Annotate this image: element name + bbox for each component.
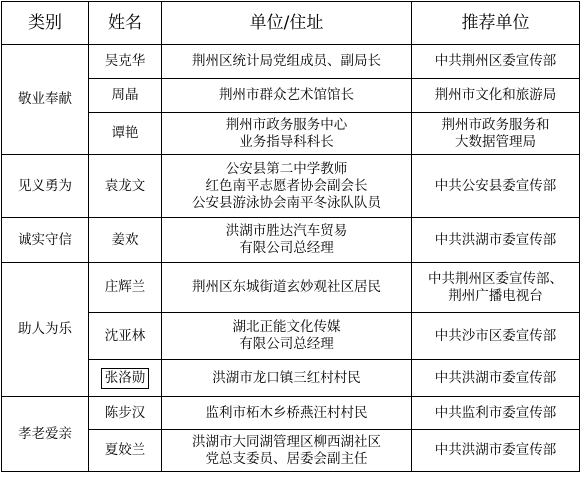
unit-cell: 洪湖市大同湖管理区柳西湖社区 党总支委员、居委会副主任 [162, 430, 412, 472]
table-row [2, 263, 580, 313]
name-cell: 吴克华 [89, 45, 162, 79]
category-cell: 见义勇为 [2, 155, 89, 218]
category-cell: 敬业奉献 [2, 45, 89, 155]
name-cell: 姜欢 [89, 218, 162, 263]
recommender-cell: 荆州市政务服务和 大数据管理局 [412, 113, 580, 155]
name-cell: 周晶 [89, 79, 162, 113]
honoree-table [1, 1, 580, 472]
name-boxed: 张洛勋 [101, 368, 150, 389]
table-row [2, 218, 580, 263]
name-cell: 袁龙文 [89, 155, 162, 218]
unit-cell: 监利市柘木乡桥燕汪村村民 [162, 397, 412, 430]
recommender-cell: 中共荆州区委宣传部 [412, 45, 580, 79]
table-row [2, 113, 580, 155]
table-row [2, 45, 580, 79]
name-cell: 庄辉兰 [89, 263, 162, 313]
category-cell: 助人为乐 [2, 263, 89, 397]
unit-cell: 湖北正能文化传媒 有限公司总经理 [162, 313, 412, 360]
category-cell: 诚实守信 [2, 218, 89, 263]
unit-cell: 公安县第二中学教师 红色南平志愿者协会副会长 公安县游泳协会南平冬泳队队员 [162, 155, 412, 218]
table-row [2, 155, 580, 218]
recommender-cell: 荆州市文化和旅游局 [412, 79, 580, 113]
recommender-cell: 中共沙市区委宣传部 [412, 313, 580, 360]
header-recommender: 推荐单位 [412, 2, 580, 45]
unit-cell: 荆州市群众艺术馆馆长 [162, 79, 412, 113]
table-row [2, 397, 580, 430]
table-row [2, 313, 580, 360]
recommender-cell: 中共洪湖市委宣传部 [412, 360, 580, 397]
category-cell: 孝老爱亲 [2, 397, 89, 472]
name-cell: 谭艳 [89, 113, 162, 155]
table-row [2, 360, 580, 397]
unit-cell: 洪湖市胜达汽车贸易 有限公司总经理 [162, 218, 412, 263]
header-row [2, 2, 580, 45]
name-cell [89, 360, 162, 397]
name-cell: 夏姣兰 [89, 430, 162, 472]
name-cell: 沈亚林 [89, 313, 162, 360]
header-unit: 单位/住址 [162, 2, 412, 45]
unit-cell: 荆州市政务服务中心 业务指导科科长 [162, 113, 412, 155]
header-name: 姓名 [89, 2, 162, 45]
recommender-cell: 中共洪湖市委宣传部 [412, 218, 580, 263]
recommender-cell: 中共监利市委宣传部 [412, 397, 580, 430]
name-cell: 陈步汉 [89, 397, 162, 430]
recommender-cell: 中共荆州区委宣传部、 荆州广播电视台 [412, 263, 580, 313]
unit-cell: 荆州区东城街道玄妙观社区居民 [162, 263, 412, 313]
table-row [2, 79, 580, 113]
recommender-cell: 中共洪湖市委宣传部 [412, 430, 580, 472]
unit-cell: 荆州区统计局党组成员、副局长 [162, 45, 412, 79]
recommender-cell: 中共公安县委宣传部 [412, 155, 580, 218]
table-row [2, 430, 580, 472]
unit-cell: 洪湖市龙口镇三红村村民 [162, 360, 412, 397]
header-category: 类别 [2, 2, 89, 45]
